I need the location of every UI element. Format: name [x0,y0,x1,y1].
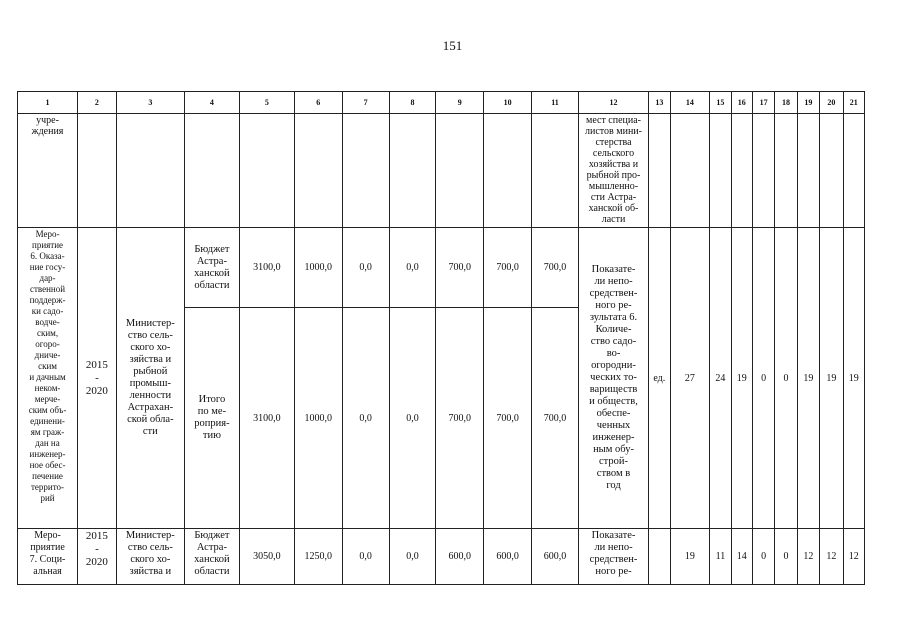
continued-indicator-cell: мест специа- листов мини- стерства сельского хозяйства и рыбной про- мышленно- сти Астра- ханской об- ласти [578,114,648,228]
value-cell: 600,0 [484,529,532,585]
value-cell: 0,0 [342,228,389,308]
table-row [18,529,865,585]
value-cell: 0,0 [389,228,436,308]
header-cell: 19 [797,92,819,114]
value-cell: 600,0 [532,529,579,585]
header-cell: 17 [752,92,774,114]
header-cell: 16 [731,92,752,114]
value-cell: 0,0 [389,308,436,529]
indicator-cell: Показате- ли непо- средствен- ного ре- зультата 6. Количе- ство садо- во- огородни- ческих то- вариществ и обществ, обеспе- ченных инженер- ным обу- строй- ством в год [578,228,648,529]
years-cell: 2015 - 2020 [78,529,117,585]
value-cell: 700,0 [532,308,579,529]
table-row [18,114,865,228]
value-cell: 3050,0 [239,529,294,585]
header-cell: 1 [18,92,78,114]
value-cell: 700,0 [436,308,484,529]
header-cell: 11 [532,92,579,114]
header-cell: 3 [116,92,184,114]
measure-name-cell: Меро- приятие 7. Соци- альная [18,529,78,585]
target-cell: 11 [710,529,731,585]
value-cell: 0,0 [342,529,389,585]
target-cell: 12 [797,529,819,585]
target-cell: 12 [820,529,843,585]
header-cell: 21 [843,92,864,114]
header-cell: 13 [649,92,670,114]
indicator-cell: Показате- ли непо- средствен- ного ре- [578,529,648,585]
value-cell: 700,0 [484,228,532,308]
header-cell: 12 [578,92,648,114]
header-cell: 5 [239,92,294,114]
value-cell: 1000,0 [294,228,342,308]
executor-cell: Министер- ство сель- ского хо- зяйства и рыбной промыш- ленности Астрахан- ской обла- сти [116,228,184,529]
target-cell: 19 [797,228,819,529]
target-cell: 19 [670,529,710,585]
value-cell: 3100,0 [239,308,294,529]
header-cell: 7 [342,92,389,114]
target-cell: 19 [820,228,843,529]
header-cell: 15 [710,92,731,114]
years-cell: 2015 - 2020 [78,228,117,529]
value-cell: 600,0 [436,529,484,585]
unit-cell [649,529,670,585]
table-row [18,228,865,308]
funding-source-cell: Итого по ме- роприя- тию [184,308,239,529]
value-cell: 1250,0 [294,529,342,585]
header-cell: 2 [78,92,117,114]
target-cell: 19 [731,228,752,529]
target-cell: 24 [710,228,731,529]
value-cell: 700,0 [484,308,532,529]
header-cell: 20 [820,92,843,114]
header-cell: 10 [484,92,532,114]
value-cell: 700,0 [532,228,579,308]
value-cell: 0,0 [342,308,389,529]
target-cell: 0 [752,529,774,585]
target-cell: 27 [670,228,710,529]
continued-name-cell: учре- ждения [18,114,78,228]
header-cell: 8 [389,92,436,114]
measure-name-cell: Меро- приятие 6. Оказа- ние госу- дар- ственной поддерж- ки садо- водче- ским, огоро- дниче- ским и дачным неком- мерче- ским объ- единени- ям граж- дан на инженер- ное обес- печение террито- рий [18,228,78,529]
value-cell: 0,0 [389,529,436,585]
unit-cell: ед. [649,228,670,529]
target-cell: 0 [775,529,797,585]
header-cell: 4 [184,92,239,114]
target-cell: 0 [752,228,774,529]
value-cell: 1000,0 [294,308,342,529]
target-cell: 0 [775,228,797,529]
page-number: 151 [442,38,463,53]
target-cell: 12 [843,529,864,585]
program-table [17,91,865,585]
header-cell: 6 [294,92,342,114]
target-cell: 14 [731,529,752,585]
header-cell: 18 [775,92,797,114]
executor-cell: Министер- ство сель- ского хо- зяйства и [116,529,184,585]
value-cell: 700,0 [436,228,484,308]
target-cell: 19 [843,228,864,529]
header-cell: 14 [670,92,710,114]
funding-source-cell: Бюджет Астра- ханской области [184,529,239,585]
value-cell: 3100,0 [239,228,294,308]
header-cell: 9 [436,92,484,114]
header-row [18,92,865,114]
funding-source-cell: Бюджет Астра- ханской области [184,228,239,308]
